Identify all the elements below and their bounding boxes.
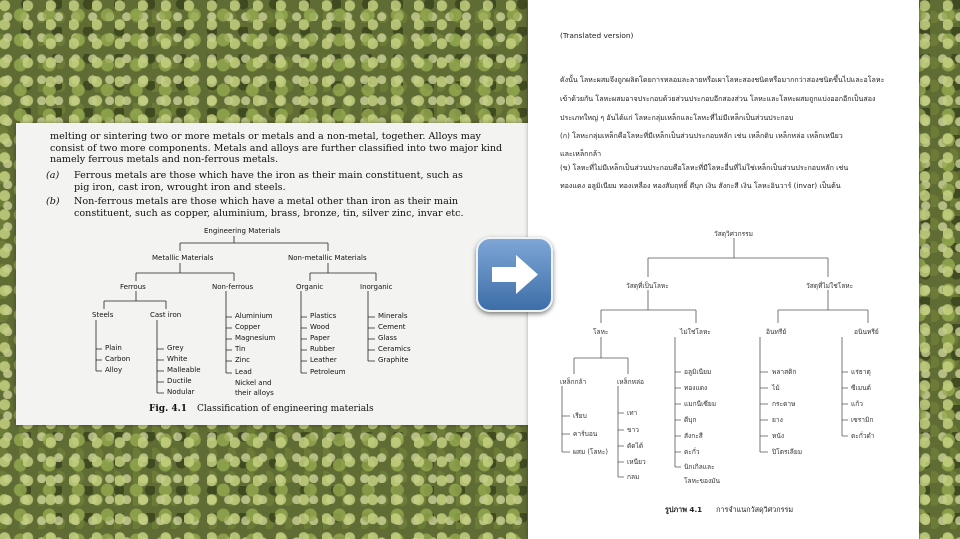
leaf-cast-iron-th: กลม (627, 473, 640, 481)
node-organic-th: อินทรีย์ (766, 328, 787, 336)
leaf-organic-th: หนัง (772, 432, 785, 440)
node-non-metallic-materials: Non-metallic Materials (288, 254, 367, 262)
leaf-non-ferrous-th: โลหะของมัน (684, 477, 721, 485)
leaf-inorganic-th: ตะกั่วดำ (851, 432, 875, 440)
leaf-organic: Leather (310, 356, 337, 364)
leaf-cast-iron: Ductile (167, 377, 192, 385)
translated-line: ทองแดง อลูมิเนียม ทองเหลือง ทองสัมฤทธิ์ ดีบุก เงิน สังกะสี เงิน โลหะอินวาร์ (invar) เป็นต้น (560, 181, 841, 190)
leaf-steel: Plain (105, 344, 122, 352)
leaf-organic-th: ยาง (772, 416, 783, 424)
leaf-inorganic: Graphite (378, 356, 409, 364)
translated-line: เข้าด้วยกัน โลหะผสมอาจประกอบด้วยส่วนประกอบอีกสองส่วน โลหะและโลหะผสมถูกแบ่งออกอีกเป็นสอง (560, 94, 876, 103)
right-arrow-icon (476, 237, 553, 312)
item-marker: (a) (46, 170, 60, 181)
leaf-organic: Plastics (310, 312, 337, 320)
source-paragraph-line: consist of two more components. Metals and alloys are further classified into two major kind (50, 142, 503, 154)
translated-line: และเหล็กกล้า (560, 149, 602, 158)
node-metallic-th: วัสดุที่เป็นโลหะ (626, 282, 669, 290)
leaf-inorganic-th: เซรามิก (851, 416, 874, 424)
leaf-organic-th: ปิโตรเลียม (772, 448, 803, 456)
node-organic: Organic (296, 283, 324, 291)
translated-page (528, 0, 919, 539)
node-inorganic-th: อนินทรีย์ (854, 328, 879, 336)
node-steels: Steels (92, 311, 114, 319)
leaf-cast-iron: Grey (167, 344, 184, 352)
item-marker: (b) (46, 196, 60, 207)
item-line: pig iron, cast iron, wrought iron and steels. (74, 181, 286, 193)
leaf-cast-iron: Malleable (167, 366, 201, 374)
source-figure-caption (149, 404, 374, 414)
leaf-non-ferrous-th: นิกเกิลและ (684, 463, 715, 471)
caption-label: Fig. 4.1 (149, 404, 188, 414)
leaf-inorganic: Cement (378, 323, 406, 331)
node-non-ferrous: Non-ferrous (212, 283, 254, 291)
leaf-non-ferrous-th: ทองแดง (684, 384, 708, 392)
leaf-non-ferrous-th: ดีบุก (684, 416, 697, 424)
source-paragraph-line: namely ferrous metals and non-ferrous metals. (50, 154, 279, 165)
node-engineering-materials-th: วัสดุวิศวกรรม (714, 230, 754, 238)
leaf-steel: Alloy (105, 366, 123, 374)
node-steels-th: เหล็กกล้า (560, 378, 587, 386)
leaf-inorganic: Glass (378, 334, 397, 342)
translated-line: (ข) โลหะที่ไม่มีเหล็กเป็นส่วนประกอบคือโลหะที่มีโลหะอื่นที่ไม่ใช่เหล็กเป็นส่วนประกอบหลัก เช่น (560, 163, 849, 172)
leaf-non-ferrous-th: อลูมิเนียม (684, 368, 712, 376)
leaf-non-ferrous: their alloys (235, 389, 274, 397)
leaf-steel: Carbon (105, 355, 131, 363)
arrow-glyph (478, 239, 551, 310)
leaf-inorganic: Ceramics (378, 345, 411, 353)
leaf-non-ferrous: Tin (235, 345, 246, 353)
node-non-metallic-th: วัสดุที่ไม่ใช่โลหะ (806, 282, 854, 290)
item-line: Non-ferrous metals are those which have a metal other than iron as their main (74, 196, 459, 207)
leaf-cast-iron-th: เทา (627, 409, 638, 417)
leaf-steel-th: คาร์บอน (573, 430, 598, 438)
translated-header: (Translated version) (560, 31, 634, 40)
leaf-organic: Rubber (310, 345, 336, 353)
leaf-steel-th: ผสม (โลหะ) (573, 448, 608, 456)
leaf-inorganic-th: แร่ธาตุ (851, 368, 871, 376)
leaf-organic: Wood (310, 323, 330, 331)
translated-line: ประเภทใหญ่ ๆ อันได้แก่ โลหะกลุ่มเหล็กและโลหะที่ไม่มีเหล็กเป็นส่วนประกอบ (560, 113, 794, 122)
leaf-inorganic-th: ซีเมนต์ (851, 384, 871, 392)
translated-line: ดังนั้น โลหะผสมจึงถูกผลิตโดยการหลอมละลายหรือเผาโลหะสองชนิดหรือมากกว่าสองชนิดขึ้นไปและอโลหะ (560, 75, 885, 84)
leaf-non-ferrous: Copper (235, 323, 261, 331)
leaf-cast-iron-th: เหนียว (627, 458, 646, 466)
leaf-cast-iron: White (167, 355, 188, 363)
node-inorganic: Inorganic (360, 283, 393, 291)
leaf-non-ferrous: Zinc (235, 356, 251, 364)
leaf-non-ferrous-th: แมกนีเซียม (684, 400, 717, 408)
leaf-inorganic-th: แก้ว (851, 400, 863, 408)
item-line: Ferrous metals are those which have the iron as their main constituent, such as (74, 170, 463, 181)
leaf-organic-th: ไม้ (772, 384, 780, 392)
translated-line: (ก) โลหะกลุ่มเหล็กคือโลหะที่มีเหล็กเป็นส่วนประกอบหลัก เช่น เหล็กดิบ เหล็กหล่อ เหล็กเหนียว (560, 131, 843, 140)
leaf-steel-th: เรียบ (573, 412, 587, 420)
caption-label-th: รูปภาพ 4.1 (665, 505, 703, 514)
caption-text-th: การจำแนกวัสดุวิศวกรรม (716, 505, 794, 514)
item-line: constituent, such as copper, aluminium, brass, bronze, tin, silver zinc, invar etc. (74, 207, 464, 219)
node-cast-iron: Cast iron (150, 311, 182, 319)
node-ferrous: Ferrous (120, 283, 146, 291)
leaf-cast-iron-th: ดัดได้ (627, 442, 644, 450)
node-ferrous-th: โลหะ (593, 328, 609, 336)
leaf-cast-iron-th: ขาว (627, 426, 639, 434)
leaf-non-ferrous: Lead (235, 368, 252, 376)
leaf-organic: Petroleum (310, 368, 346, 376)
leaf-inorganic: Minerals (378, 312, 408, 320)
leaf-non-ferrous: Aluminium (235, 312, 273, 320)
node-non-ferrous-th: ไม่ใช่โลหะ (680, 328, 711, 336)
node-metallic-materials: Metallic Materials (152, 254, 214, 262)
translated-classification-tree-lines (528, 0, 919, 539)
leaf-cast-iron: Nodular (167, 388, 195, 396)
leaf-organic: Paper (310, 334, 330, 342)
caption-text: Classification of engineering materials (197, 404, 374, 414)
node-cast-iron-th: เหล็กหล่อ (617, 378, 644, 386)
leaf-organic-th: พลาสติก (772, 368, 797, 376)
leaf-organic-th: กระดาษ (772, 400, 796, 408)
node-engineering-materials: Engineering Materials (204, 227, 281, 235)
translated-figure-caption (665, 505, 793, 516)
leaf-non-ferrous: Nickel and (235, 379, 272, 387)
source-paragraph-line: melting or sintering two or more metals or metals and a non-metal, together. Alloys may (50, 131, 481, 142)
leaf-non-ferrous-th: ตะกั่ว (684, 448, 700, 456)
leaf-non-ferrous: Magnesium (235, 334, 276, 342)
leaf-non-ferrous-th: สังกะสี (684, 432, 703, 440)
